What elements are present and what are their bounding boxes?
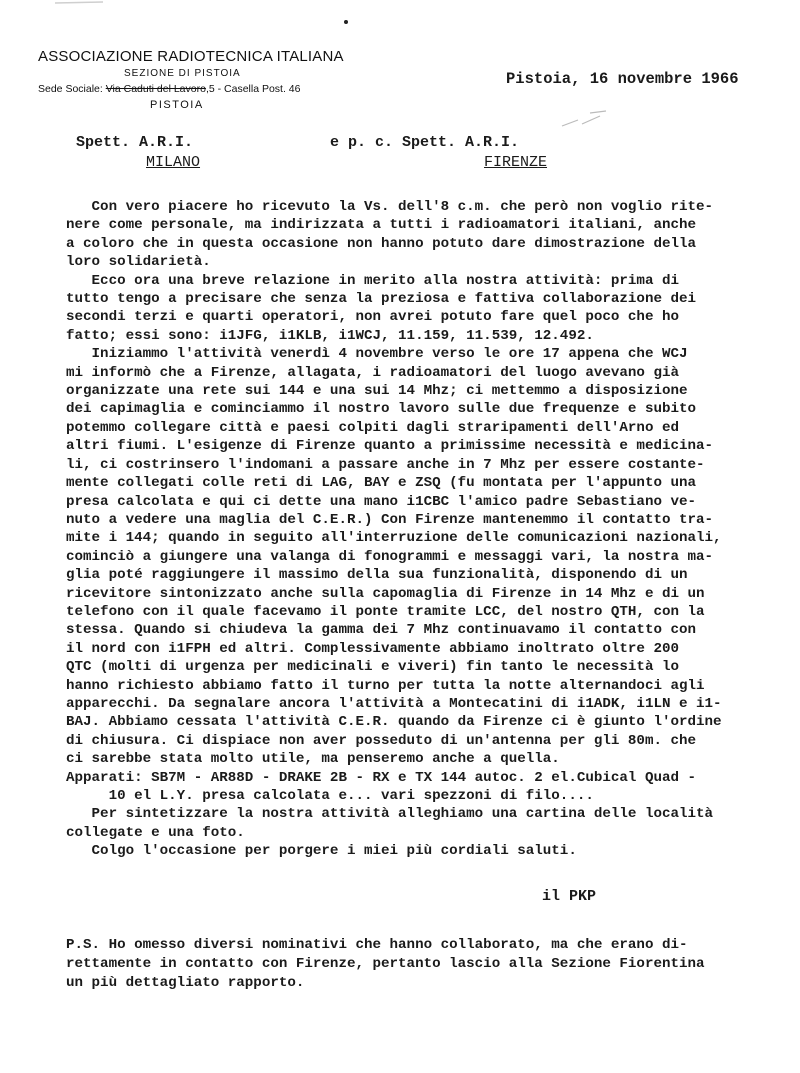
address-struck: Via Caduti del Lavoro bbox=[105, 83, 206, 95]
text-line: Colgo l'occasione per porgere i miei più cordiali saluti. bbox=[66, 843, 577, 860]
text-line: il nord con i1FPH ed altri. Complessivamente abbiamo inoltrato oltre 200 bbox=[66, 640, 679, 657]
text-line: Ecco ora una breve relazione in merito alla nostra attività: prima di bbox=[66, 272, 679, 289]
postscript bbox=[66, 936, 786, 993]
text-line: 10 el L.Y. presa calcolata e... vari spezzoni di filo.... bbox=[66, 788, 594, 804]
recipient-cc-city: FIRENZE bbox=[484, 154, 548, 171]
text-line: telefono con il quale facevamo il ponte tramite LCC, del nostro QTH, con la bbox=[66, 603, 705, 620]
text-line: altri fiumi. L'esigenze di Firenze quanto a primissime necessità e medicina- bbox=[66, 438, 714, 455]
text-line: ricevitore sintonizzato anche sulla capomaglia di Firenze in 14 Mhz e di un bbox=[66, 585, 705, 602]
text-line: nuto a vedere una maglia del C.E.R.) Con Firenze mantenemmo il contatto tra- bbox=[66, 511, 714, 528]
text-line: Iniziammo l'attività venerdì 4 novembre verso le ore 17 appena che WCJ bbox=[66, 346, 688, 363]
text-line: dei capimaglia e cominciammo il nostro lavoro sulle due frequenze e subito bbox=[66, 401, 697, 418]
text-line: organizzate una rete sui 144 e una sui 14 Mhz; ci mettemmo a disposizione bbox=[66, 383, 688, 400]
text-line: potemmo collegare città e paesi colpiti dagli straripamenti dell'Arno ed bbox=[66, 419, 679, 436]
text-line: li, ci costrinsero l'indomani a passare anche in 7 Mhz per essere costante- bbox=[66, 456, 705, 473]
text-line: collegate e una foto. bbox=[66, 824, 245, 841]
text-line: Con vero piacere ho ricevuto la Vs. dell'8 c.m. che però non voglio rite- bbox=[66, 199, 714, 215]
text-line: apparecchi. Da segnalare ancora l'attività a Montecatini di i1ADK, i1LN e i1- bbox=[66, 695, 722, 712]
text-line: tutto tengo a precisare che senza la preziosa e fattiva collaborazione dei bbox=[66, 291, 697, 308]
text-line: mite i 144; quando in seguito all'interruzione delle comunicazioni nazionali, bbox=[66, 530, 722, 547]
address-prefix: Sede Sociale: bbox=[38, 83, 106, 95]
corner-mark bbox=[55, 0, 105, 6]
text-line: mi informò che a Firenze, allagata, i radioamatori del luogo avevano già bbox=[66, 364, 679, 381]
text-line: hanno richiesto abbiamo fatto il turno per tutta la notte alternandoci agli bbox=[66, 677, 705, 694]
letterhead bbox=[38, 48, 358, 111]
recipient-cc: e p. c. Spett. A.R.I. bbox=[330, 134, 520, 151]
text-line: glia poté raggiungere il massimo della sua funzionalità, disponendo di un bbox=[66, 567, 688, 584]
text-line: presa calcolata e qui ci dette una mano i1CBC l'amico padre Sebastiano ve- bbox=[66, 493, 697, 510]
organization-name: ASSOCIAZIONE RADIOTECNICA ITALIANA bbox=[38, 48, 344, 65]
text-line: rettamente in contatto con Firenze, pertanto lascio alla Sezione Fiorentina bbox=[66, 956, 705, 972]
letter-date: Pistoia, 16 novembre 1966 bbox=[506, 70, 739, 88]
signature: il PKP bbox=[542, 888, 597, 905]
text-line: fatto; essi sono: i1JFG, i1KLB, i1WCJ, 11.159, 11.539, 12.492. bbox=[66, 327, 594, 344]
text-line: mente collegati colle reti di LAG, BAY e ZSQ (fu montata per l'appunto una bbox=[66, 475, 697, 492]
pencil-marks bbox=[560, 110, 610, 130]
text-line: stessa. Quando si chiudeva la gamma dei 7 Mhz continuavamo il contatto con bbox=[66, 622, 697, 639]
text-line: QTC (molti di urgenza per medicinali e viveri) fin tanto le necessità lo bbox=[66, 659, 679, 676]
recipient-primary-city: MILANO bbox=[146, 154, 201, 171]
text-line: cominciò a giungere una valanga di fonogrammi e messaggi vari, la nostra ma- bbox=[66, 548, 714, 565]
text-line: secondi terzi e quarti operatori, non avrei potuto fare quel poco che ho bbox=[66, 309, 679, 326]
section-name: SEZIONE DI PISTOIA bbox=[124, 68, 241, 79]
text-line: P.S. Ho omesso diversi nominativi che hanno collaborato, ma che erano di- bbox=[66, 937, 688, 953]
text-line: Apparati: SB7M - AR88D - DRAKE 2B - RX e TX 144 autoc. 2 el.Cubical Quad - bbox=[66, 769, 697, 786]
letterhead-city: PISTOIA bbox=[150, 99, 204, 111]
text-line: nere come personale, ma indirizzata a tutti i radioamatori italiani, anche bbox=[66, 217, 697, 234]
text-line: Per sintetizzare la nostra attività alleghiamo una cartina delle località bbox=[66, 806, 714, 823]
ink-dot bbox=[344, 20, 348, 24]
address-suffix: ,5 - Casella Post. 46 bbox=[205, 83, 301, 95]
address-line bbox=[38, 83, 358, 95]
text-line: loro solidarietà. bbox=[66, 254, 211, 271]
letter-body bbox=[66, 198, 781, 861]
text-line: BAJ. Abbiamo cessata l'attività C.E.R. quando da Firenze ci è giunto l'ordine bbox=[66, 714, 722, 731]
text-line: un più dettagliato rapporto. bbox=[66, 975, 305, 991]
text-line: di chiusura. Ci dispiace non aver posseduto di un'antenna per gli 80m. che bbox=[66, 732, 697, 749]
text-line: a coloro che in questa occasione non hanno potuto dare dimostrazione della bbox=[66, 235, 697, 252]
text-line: ci sarebbe stata molto utile, ma penseremo anche a quella. bbox=[66, 751, 560, 768]
recipient-primary: Spett. A.R.I. bbox=[76, 134, 194, 151]
